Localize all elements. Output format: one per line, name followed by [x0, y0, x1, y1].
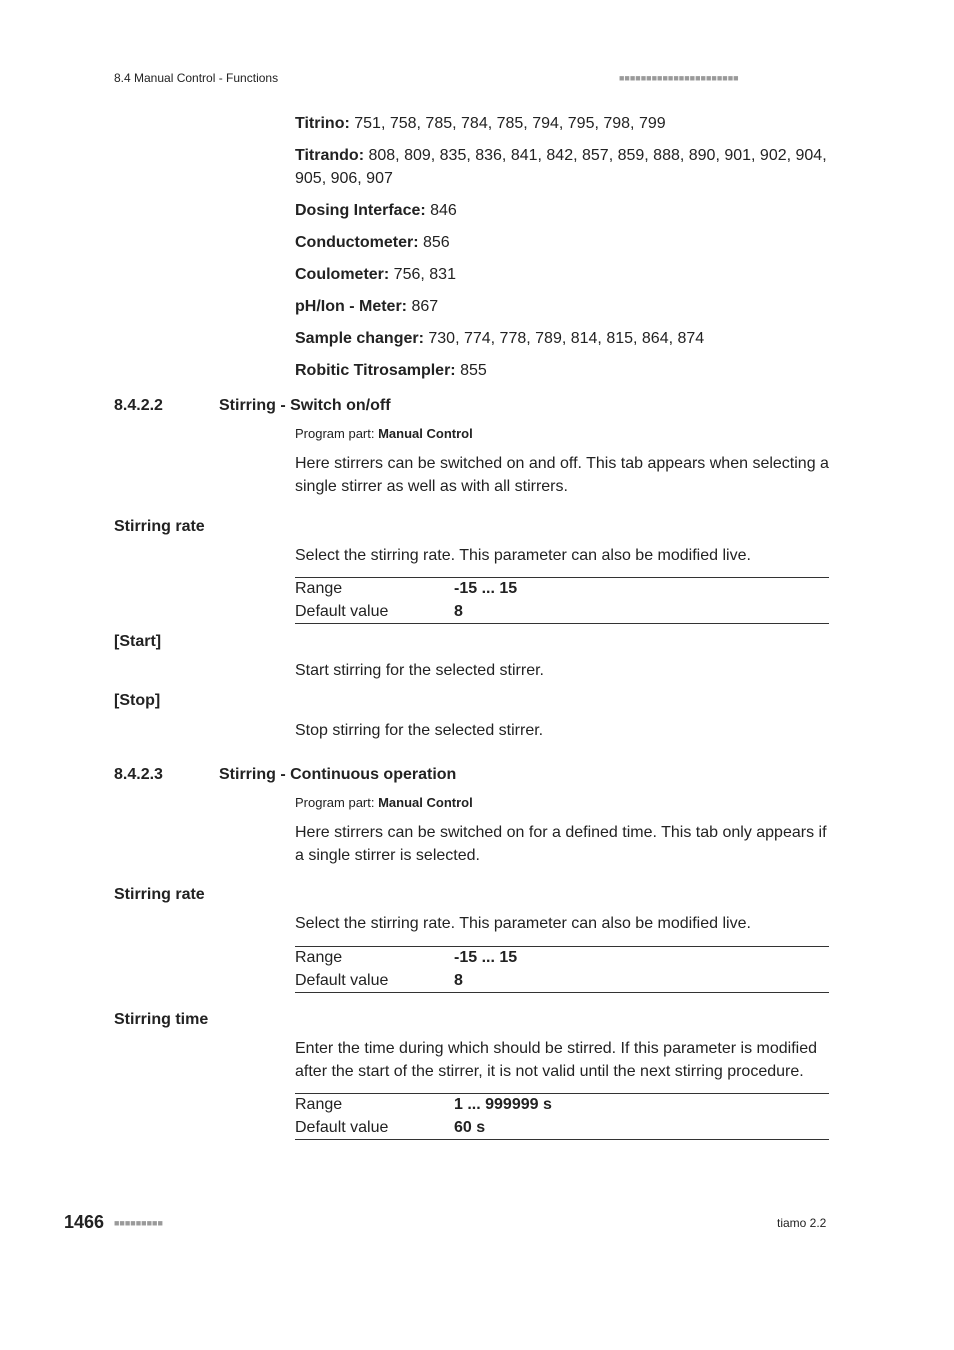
- program-part: [295, 795, 473, 810]
- param-heading-stirring-rate: Stirring rate: [114, 518, 205, 535]
- table-row: [295, 1117, 829, 1140]
- device-name: Dosing Interface:: [295, 202, 426, 219]
- param-range-table: [295, 577, 829, 624]
- param-description: Start stirring for the selected stirrer.: [295, 662, 544, 679]
- range-value: -15 ... 15: [454, 949, 518, 966]
- program-part-value: Manual Control: [378, 426, 473, 441]
- device-line-conductometer: [295, 231, 831, 254]
- default-label: Default value: [295, 602, 389, 620]
- section-intro: Here stirrers can be switched on for a defined time. This tab only appears if a single stirrer is selected.: [295, 824, 827, 864]
- device-line-coulometer: [295, 263, 831, 286]
- device-name: Sample changer:: [295, 330, 424, 347]
- device-models: 855: [455, 362, 487, 379]
- page-number: 1466: [64, 1212, 105, 1232]
- section-title: Stirring - Continuous operation: [219, 766, 457, 783]
- device-name: pH/Ion - Meter:: [295, 298, 407, 315]
- param-range-table: [295, 1093, 829, 1140]
- device-line-sample-changer: [295, 327, 831, 350]
- default-value: 8: [454, 971, 463, 989]
- section-number: 8.4.2.2: [114, 397, 163, 414]
- device-line-dosing-interface: [295, 199, 831, 222]
- device-models: 730, 774, 778, 789, 814, 815, 864, 874: [423, 330, 705, 347]
- range-label: Range: [295, 949, 343, 966]
- device-line-ph-ion-meter: [295, 295, 831, 318]
- section-intro: Here stirrers can be switched on and off. This tab appears when selecting a single stirrer as well as with all stirrers.: [295, 455, 829, 495]
- section-number: 8.4.2.3: [114, 766, 163, 783]
- range-label: Range: [295, 580, 343, 597]
- param-description: Select the stirring rate. This parameter can also be modified live.: [295, 547, 751, 564]
- section-title: Stirring - Switch on/off: [219, 397, 391, 414]
- device-models: 867: [407, 298, 439, 315]
- table-row: [295, 578, 829, 601]
- param-heading-stirring-time: Stirring time: [114, 1011, 209, 1028]
- device-name: Conductometer:: [295, 234, 419, 251]
- range-value: -15 ... 15: [454, 580, 518, 597]
- table-row: [295, 601, 829, 624]
- device-name: Titrando:: [295, 147, 365, 164]
- device-models: 808, 809, 835, 836, 841, 842, 857, 859, 888, 890, 901, 902, 904, 905, 906, 907: [295, 147, 827, 187]
- table-row: [295, 947, 829, 970]
- param-heading-stirring-rate: Stirring rate: [114, 886, 205, 903]
- param-heading-start: [Start]: [114, 633, 162, 650]
- section-heading: [114, 766, 456, 784]
- device-name: Titrino:: [295, 115, 350, 132]
- running-header-dots: ■■■■■■■■■■■■■■■■■■■■■■: [619, 73, 739, 83]
- table-row: [295, 970, 829, 993]
- default-value: 8: [454, 602, 463, 620]
- section-heading: [114, 397, 391, 415]
- program-part-value: Manual Control: [378, 795, 473, 810]
- device-models: 756, 831: [389, 266, 456, 283]
- device-name: Robitic Titrosampler:: [295, 362, 456, 379]
- range-label: Range: [295, 1096, 343, 1113]
- param-range-table: [295, 946, 829, 993]
- table-row: [295, 1094, 829, 1117]
- param-description: Stop stirring for the selected stirrer.: [295, 722, 544, 739]
- program-part-label: Program part:: [295, 795, 379, 810]
- device-models: 751, 758, 785, 784, 785, 794, 795, 798, 799: [349, 115, 666, 132]
- default-label: Default value: [295, 971, 389, 989]
- device-models: 846: [425, 202, 457, 219]
- product-name: tiamo 2.2: [777, 1216, 827, 1230]
- device-models: 856: [418, 234, 450, 251]
- program-part: [295, 426, 473, 441]
- param-description: Enter the time during which should be stirred. If this parameter is modified after the start of the stirrer, it is not valid until the next stirring procedure.: [295, 1040, 818, 1080]
- param-heading-stop: [Stop]: [114, 692, 161, 709]
- device-line-robotic-titrosampler: [295, 359, 831, 382]
- default-label: Default value: [295, 1118, 389, 1136]
- default-value: 60 s: [454, 1118, 486, 1136]
- param-description: Select the stirring rate. This parameter can also be modified live.: [295, 915, 751, 932]
- range-value: 1 ... 999999 s: [454, 1096, 552, 1113]
- device-line-titrino: [295, 112, 831, 135]
- footer-dots: ■■■■■■■■■: [114, 1218, 163, 1228]
- running-header-title: 8.4 Manual Control - Functions: [114, 71, 279, 85]
- device-name: Coulometer:: [295, 266, 390, 283]
- device-line-titrando: [295, 144, 831, 190]
- program-part-label: Program part:: [295, 426, 379, 441]
